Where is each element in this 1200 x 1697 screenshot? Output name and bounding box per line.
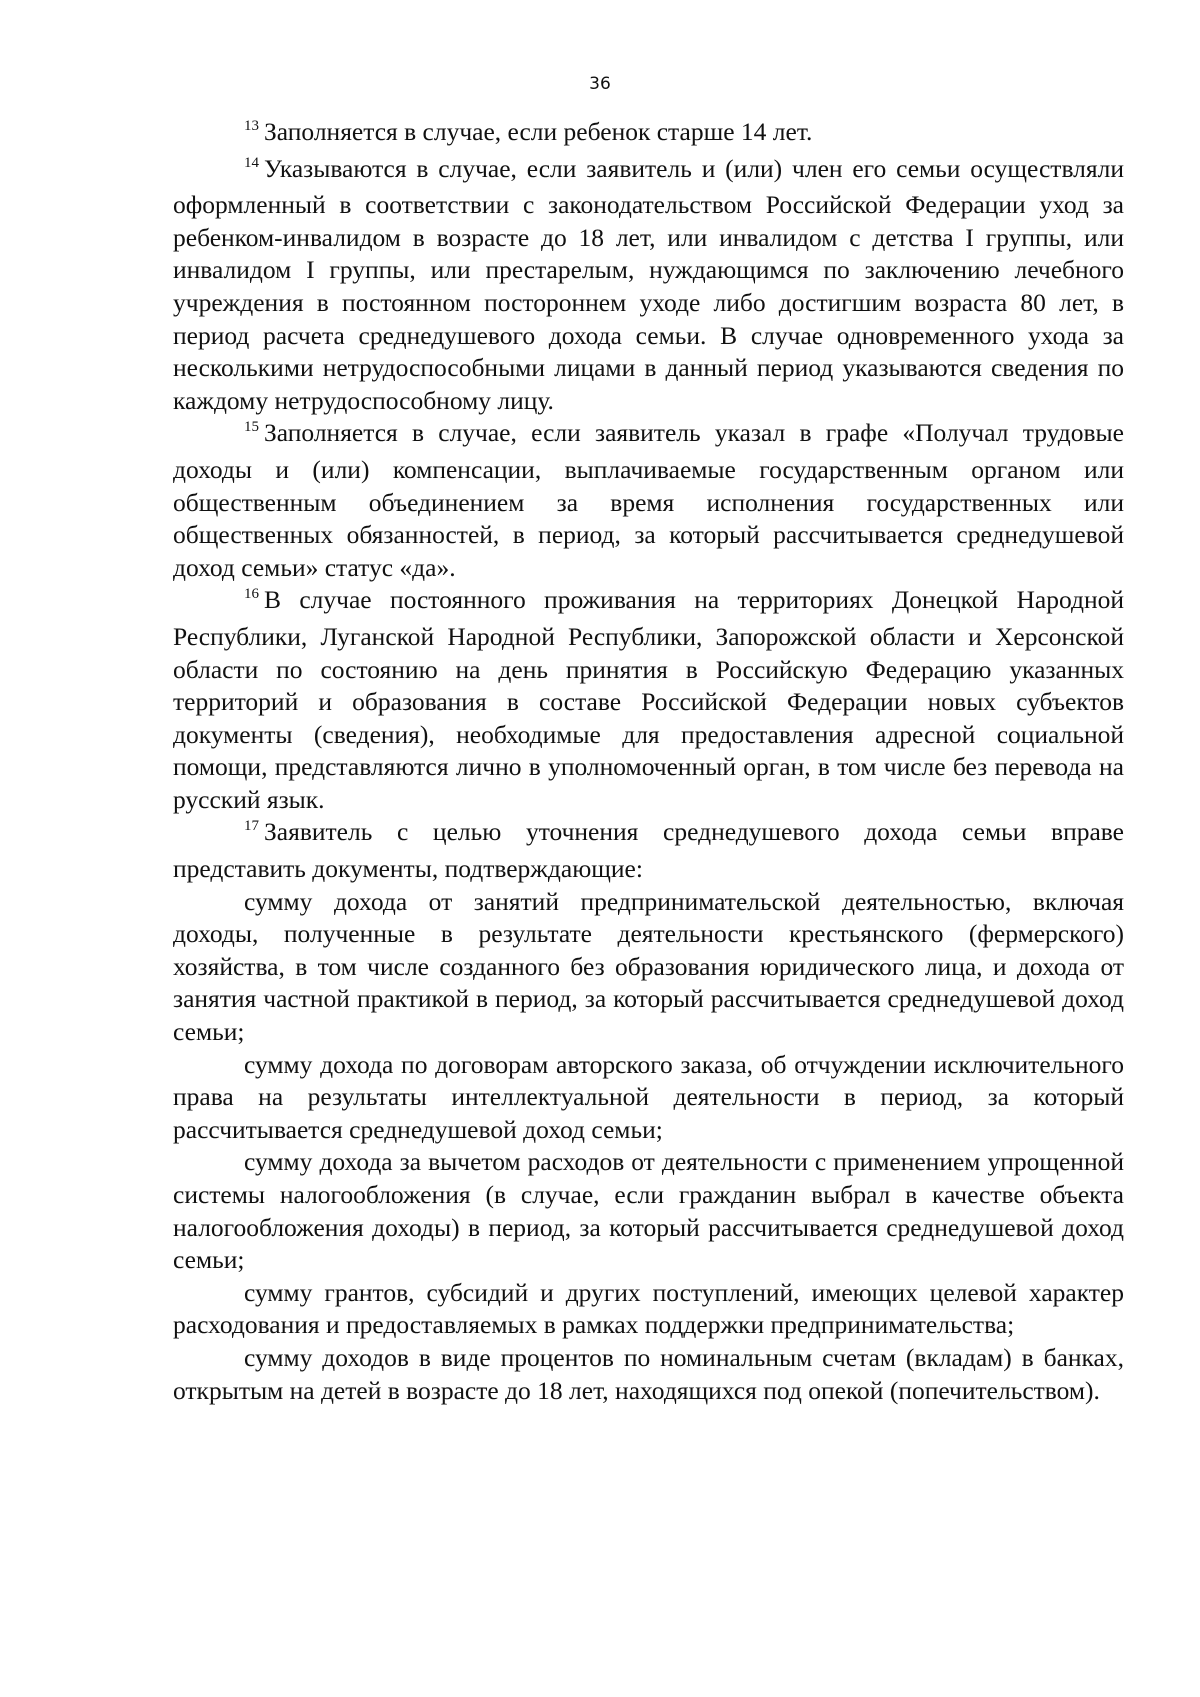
footnote-14: [173, 153, 1124, 418]
footnote-text: Заполняется в случае, если заявитель указал в графе «Получал трудовые доходы и (или) компенсации, выплачиваемые государственным органом или общественным объединением за время исполнения государственных или общественных обязанностей, в период, за который рассчитывается среднедушевой доход семьи» статус «да».: [173, 418, 1124, 582]
footnote-16: [173, 584, 1124, 816]
list-item: сумму дохода по договорам авторского заказа, об отчуждении исключительного права на результаты интеллектуальной деятельности в период, за который рассчитывается среднедушевой доход семьи;: [173, 1049, 1124, 1144]
list-item: сумму доходов в виде процентов по номинальным счетам (вкладам) в банках, открытым на детей в возрасте до 18 лет, находящихся под опекой (попечительством).: [173, 1342, 1124, 1405]
list-item: сумму грантов, субсидий и других поступлений, имеющих целевой характер расходования и предоставляемых в рамках поддержки предпринимательства;: [173, 1277, 1124, 1340]
footnote-13: [173, 116, 1124, 153]
list-item: сумму дохода от занятий предпринимательской деятельностью, включая доходы, полученные в результате деятельности крестьянского (фермерского) хозяйства, в том числе созданного без образования юридического лица, и дохода от занятия частной практикой в период, за который рассчитывается среднедушевой доход семьи;: [173, 886, 1124, 1047]
footnote-17: [173, 816, 1124, 885]
page-number: 36: [589, 74, 611, 94]
footnote-number: 17: [244, 818, 259, 835]
list-item: сумму дохода за вычетом расходов от деятельности с применением упрощенной системы налогообложения (в случае, если гражданин выбрал в качестве объекта налогообложения доходы) в период, за который рассчитывается среднедушевой доход семьи;: [173, 1147, 1124, 1275]
footnote-number: 16: [244, 586, 259, 603]
footnote-number: 13: [244, 118, 259, 134]
footnote-number: 14: [244, 154, 259, 171]
footnote-text: Заявитель с целью уточнения среднедушевого дохода семьи вправе представить документы, подтверждающие:: [173, 817, 1124, 884]
footnote-number: 15: [244, 419, 259, 436]
footnote-text: В случае постоянного проживания на территориях Донецкой Народной Республики, Луганской Народной Республики, Запорожской области и Херсонской области по состоянию на день принятия в Российскую Федерацию указанных территорий и образования в составе Российской Федерации новых субъектов документы (сведения), необходимые для предоставления адресной социальной помощи, представляются лично в уполномоченный орган, в том числе без перевода на русский язык.: [173, 585, 1124, 814]
footnote-text: Заполняется в случае, если ребенок старше 14 лет.: [264, 117, 813, 146]
footnote-text: Указываются в случае, если заявитель и (или) член его семьи осуществляли оформленный в соответствии с законодательством Российской Федерации уход за ребенком-инвалидом в возрасте до 18 лет, или инвалидом с детства I группы, или инвалидом I группы, или престарелым, нуждающимся по заключению лечебного учреждения в постоянном постороннем уходе либо достигшим возраста 80 лет, в период расчета среднедушевого дохода семьи. В случае одновременного ухода за несколькими нетрудоспособными лицами в данный период указываются сведения по каждому нетрудоспособному лицу.: [173, 153, 1124, 415]
footnote-15: [173, 417, 1124, 584]
page-content: [173, 116, 1124, 1407]
